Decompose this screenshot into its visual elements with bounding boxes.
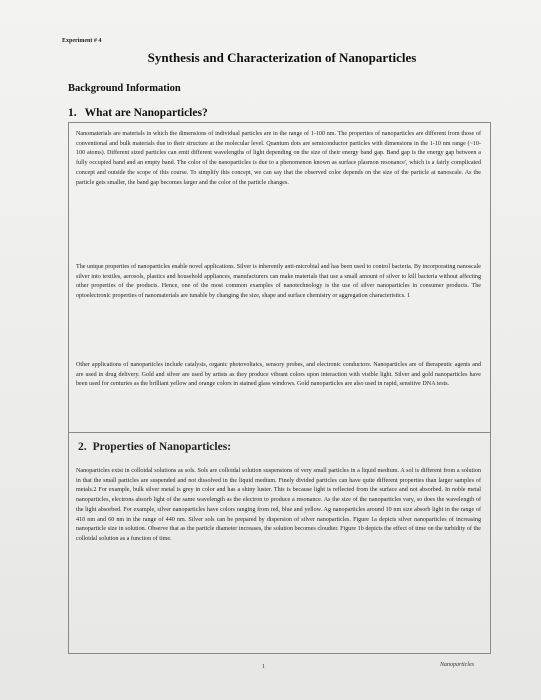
section2-number: 2. bbox=[78, 441, 87, 453]
section1-paragraph-3: Other applications of nanoparticles include catalysis, organic photovoltaics, sensory probes, and electronic conductors. Nanoparticles are of therapeutic agents and are used in drug delivery. Gold and silver are used by artists as they produce vibrant colors upon interaction with visible light. Silver and gold nanoparticles have been used for centuries as the brilliant yellow and orange colors in stained glass windows. Gold nanoparticles are also used in rapid, sensitive DNA tests. bbox=[76, 362, 481, 388]
background-heading: Background Information bbox=[68, 83, 181, 94]
section2-paragraph-1: Nanoparticles exist in colloidal solutions as sols. Sols are colloidal solution suspensions of very small particles in a liquid medium. A sol is different from a solution in that the small particles are suspended and not dissolved in the liquid medium. Finely divided particles can have quite different properties than larger samples of metals.2 For example, bulk silver metal is grey in color and has a shiny luster. This is because light is reflected from the surface and not absorbed. In noble metal nanoparticles, electrons absorb light of the same wavelength as the electron to produce a resonance. As the size of the nanoparticles vary, so does the wavelength of the light absorbed. For example, silver nanoparticles have colors ranging from red, blue and yellow. Ag nanoparticles around 10 nm size absorb light in the range of 410 nm and 60 nm in the range of 440 nm. Silver sols can be prepared by dispersion of silver nanoparticles. Figure 1a depicts silver nanoparticles of increasing nanoparticle size in solution. Observe that as the particle diameter increases, the solution becomes cloudier. Figure 1b depicts the effect of time on the turbidity of the colloidal solution as a function of time. bbox=[76, 468, 481, 542]
section1-heading bbox=[68, 107, 208, 119]
document-title: Synthesis and Characterization of Nanoparticles bbox=[147, 50, 417, 65]
section1-paragraph-1: Nanomaterials are materials in which the dimensions of individual particles are in the range of 1-100 nm. The properties of nanoparticles are different from those of conventional and bulk materials due to their structure at the molecular level. Quantum dots are semiconductor particles with dimensions in the 1-10 nm range (~10-100 atoms). Different sized particles can emit different wavelengths of light depending on the size of their energy band gap. Band gap is the energy gap between a fully occupied band and an empty band. The color of the nanoparticles is due to a phenomenon known as surface plasmon resonance', which is a fairly complicated concept and outside the scope of this course. To simplify this concept, we can say that the observed color depends on the size of the particle at nanoscale. As the particle gets smaller, the band gap becomes larger and the color of the particle changes. bbox=[76, 131, 481, 186]
footer-label: Nanoparticles bbox=[440, 662, 474, 668]
section1-paragraph-2: The unique properties of nanoparticles enable novel applications. Silver is inherently anti-microbial and has been used to control bacteria. By incorporating nanoscale silver into textiles, aerosols, plastics and household appliances, manufacturers can make materials that use a small amount of silver to kill bacteria without affecting other properties of the products. Hence, one of the most common examples of nanotechnology is the use of silver nanoparticles in consumer products. The optoelectronic properties of nanomaterials are tunable by changing the size, shape and surface chemistry or aggregation characteristics. 1 bbox=[76, 264, 481, 300]
section2-title: Properties of Nanoparticles: bbox=[92, 441, 232, 453]
section1-title: What are Nanoparticles? bbox=[84, 107, 208, 119]
section1-number: 1. bbox=[68, 107, 77, 119]
page-number: 1 bbox=[262, 664, 265, 670]
experiment-label: Experiment # 4 bbox=[62, 38, 102, 44]
